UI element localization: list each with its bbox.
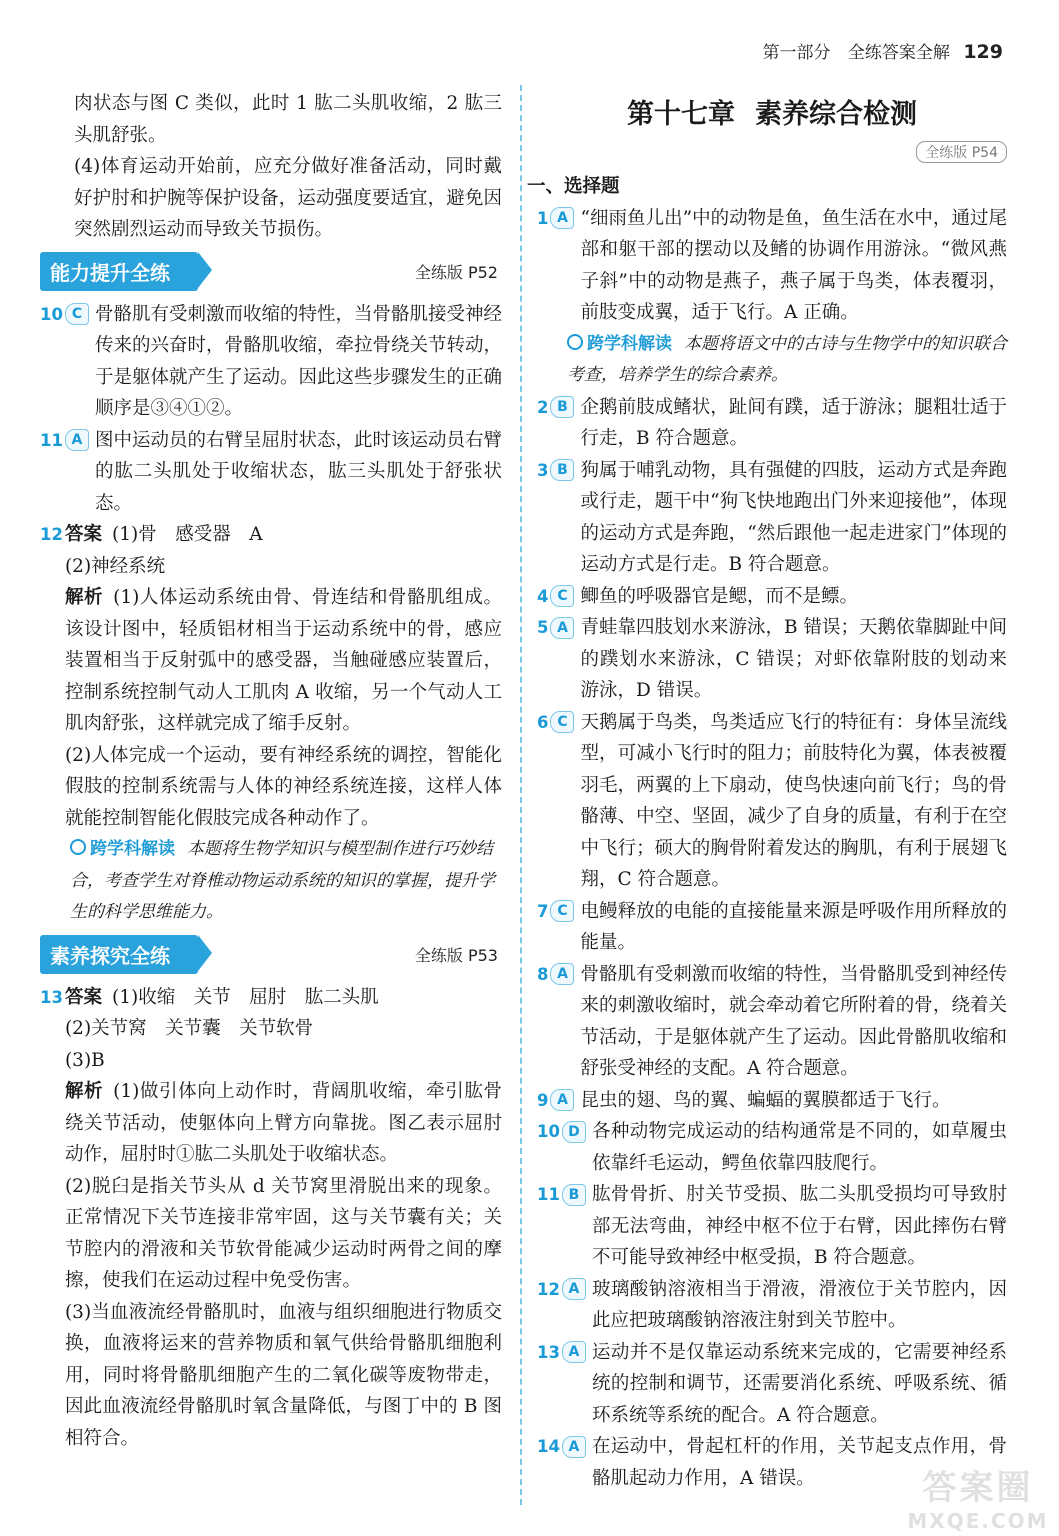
answer-badge: A (550, 617, 574, 639)
tip-icon (567, 334, 583, 350)
question-4 (537, 581, 1007, 613)
answer-badge: C (550, 900, 574, 922)
answer-badge: A (65, 429, 89, 451)
answer-badge: B (550, 459, 574, 481)
question-number: 13 (537, 1342, 560, 1362)
question-13 (537, 1337, 1007, 1432)
chapter-title: 第十七章 素养综合检测 (627, 99, 917, 130)
page-header (763, 38, 1003, 63)
left-column (40, 88, 502, 1454)
answer-badge: B (550, 396, 574, 418)
question-text: 在运动中，骨起杠杆的作用，关节起支点作用，骨骼肌起动力作用，A 错误。 (591, 1436, 1007, 1489)
question-text: 玻璃酸钠溶液相当于滑液，滑液位于关节腔内，因此应把玻璃酸钠溶液注射到关节腔中。 (591, 1278, 1007, 1331)
answer-line-1: 答案 (1)收缩 关节 屈肘 肱二头肌 (64, 986, 379, 1008)
section-header-inquiry (40, 935, 502, 974)
question-12 (537, 1274, 1007, 1337)
section-ref: 全练版 P53 (414, 945, 498, 965)
question-text: 肱骨骨折、肘关节受损、肱二头肌受损均可导致肘部无法弯曲，神经中枢不位于右臂，因此摔伤右臂不可能导致神经中枢受损，B 符合题意。 (591, 1184, 1007, 1268)
question-11 (40, 425, 502, 520)
answer-badge: A (562, 1278, 586, 1300)
question-11 (537, 1179, 1007, 1274)
question-text: 骨骼肌有受刺激而收缩的特性，当骨骼肌接受神经传来的兴奋时，骨骼肌收缩，牵拉骨绕关节转动，于是躯体就产生了运动。因此这些步骤发生的正确顺序是③④①②。 (94, 303, 502, 419)
question-number: 10 (40, 304, 63, 324)
column-divider (520, 85, 522, 1505)
answer-badge: A (550, 1089, 574, 1111)
answer-badge: A (550, 207, 574, 229)
question-text: 骨骼肌有受刺激而收缩的特性，当骨骼肌受到神经传来的刺激收缩时，就会牵动着它所附着的骨，绕着关节活动，于是躯体就产生了运动。因此骨骼肌收缩和舒张受神经的支配。A 符合题意。 (580, 963, 1007, 1079)
question-3 (537, 455, 1007, 581)
answer-badge: A (550, 963, 574, 985)
question-8 (537, 959, 1007, 1085)
tip-icon (70, 839, 86, 855)
question-9 (537, 1085, 1007, 1117)
question-text: “细雨鱼儿出”中的动物是鱼，鱼生活在水中，通过尾部和躯干部的摆动以及鳍的协调作用游泳。“微风燕子斜”中的动物是燕子，燕子属于鸟类，体表覆羽，前肢变成翼，适于飞行。A 正确。 (580, 207, 1007, 323)
answer-badge: A (562, 1436, 586, 1458)
question-number: 3 (537, 460, 549, 480)
answer-line-3: (3)B (64, 1049, 105, 1071)
question-2 (537, 392, 1007, 455)
question-number: 12 (537, 1279, 560, 1299)
question-number: 8 (537, 964, 549, 984)
cross-discipline-tip: 跨学科解读 本题将语文中的古诗与生物学中的知识联合考查，培养学生的综合素养。 (567, 333, 1007, 385)
section-label: 能力提升全练 (40, 252, 198, 291)
right-column (527, 88, 1007, 1494)
continued-text-1: 肉状态与图 C 类似，此时 1 肱二头肌收缩，2 肱三头肌舒张。 (74, 93, 502, 146)
question-5 (537, 612, 1007, 707)
analysis-keyword: 解析 (64, 1081, 104, 1102)
question-7 (537, 896, 1007, 959)
question-number: 4 (537, 586, 549, 606)
question-text: 电鳗释放的电能的直接能量来源是呼吸作用所释放的能量。 (580, 900, 1007, 953)
question-number: 13 (40, 987, 63, 1007)
question-text: 鲫鱼的呼吸器官是鳃，而不是鳔。 (580, 585, 858, 607)
analysis-1: 解析 (1)人体运动系统由骨、骨连结和骨骼肌组成。该设计图中，轻质铝材相当于运动系统中的骨，感应装置相当于反射弧中的感受器，当触碰感应装置后，控制系统控制气动人工肌肉 A 收缩，另一个气动人工肌肉舒张，这样就完成了缩手反射。 (64, 587, 502, 734)
analysis-2: (2)人体完成一个运动，要有神经系统的调控，智能化假肢的控制系统需与人体的神经系统连接，这样人体就能控制智能化假肢完成各种动作了。 (64, 744, 502, 829)
question-number: 14 (537, 1437, 560, 1457)
question-text: 昆虫的翅、鸟的翼、蝙蝠的翼膜都适于飞行。 (580, 1089, 951, 1111)
answer-badge: C (550, 711, 574, 733)
question-number: 1 (537, 208, 549, 228)
question-number: 2 (537, 397, 549, 417)
answer-keyword: 答案 (64, 986, 102, 1008)
question-number: 11 (40, 430, 63, 450)
question-number: 12 (40, 525, 63, 545)
header-part: 第一部分 (762, 43, 831, 63)
section-header-ability (40, 252, 502, 291)
answer-line-2: (2)神经系统 (64, 555, 166, 577)
answer-line-2: (2)关节窝 关节囊 关节软骨 (64, 1018, 314, 1039)
question-text: 狗属于哺乳动物，具有强健的四肢，运动方式是奔跑或行走，题干中“狗飞快地跑出门外来迎接他”，体现的运动方式是奔跑，“然后跟他一起走进家门”体现的运动方式是行走。B 符合题意。 (580, 459, 1007, 575)
analysis-3: (3)当血液流经骨骼肌时，血液与组织细胞进行物质交换，血液将运来的营养物质和氧气供给骨骼肌细胞利用，同时将骨骼肌细胞产生的二氧化碳等废物带走，因此血液流经骨骼肌时氧含量降低，与图丁中的 B 图相符合。 (64, 1301, 502, 1449)
question-13 (40, 982, 502, 1455)
question-12 (40, 519, 502, 834)
continued-text-2: (4)体育运动开始前，应充分做好准备活动，同时戴好护肘和护腕等保护设备，运动强度要适宜，避免因突然剧烈运动而导致关节损伤。 (74, 156, 502, 240)
answer-line-1: 答案 (1)骨 感受器 A (64, 524, 263, 545)
header-title: 全练答案全解 (847, 43, 950, 63)
section-ref: 全练版 P52 (414, 262, 498, 282)
chapter-ref: 全练版 P54 (537, 141, 1007, 163)
watermark-logo: 答案圈 MXQE.COM (907, 1468, 1049, 1533)
answer-badge: A (562, 1341, 586, 1363)
question-number: 11 (537, 1185, 560, 1205)
analysis-1: 解析 (1)做引体向上动作时，背阔肌收缩，牵引肱骨绕关节活动，使躯体向上臂方向靠拢。图乙表示屈肘动作，屈肘时①肱二头肌处于收缩状态。 (64, 1081, 502, 1165)
analysis-2: (2)脱臼是指关节头从 d 关节窝里滑脱出来的现象。正常情况下关节连接非常牢固，这与关节囊有关；关节腔内的滑液和关节软骨能减少运动时两骨之间的摩擦，使我们在运动过程中免受伤害。 (64, 1175, 502, 1291)
answer-keyword: 答案 (64, 524, 102, 545)
cross-discipline-tip: 跨学科解读 本题将生物学知识与模型制作进行巧妙结合，考查学生对脊椎动物运动系统的知识的掌握，提升学生的科学思维能力。 (70, 839, 495, 922)
question-text: 运动并不是仅靠运动系统来完成的，它需要神经系统的控制和调节，还需要消化系统、呼吸系统、循环系统等系统的配合。A 符合题意。 (591, 1341, 1007, 1426)
question-text: 天鹅属于鸟类，鸟类适应飞行的特征有：身体呈流线型，可减小飞行时的阻力；前肢特化为翼，体表被覆羽毛，两翼的上下扇动，使鸟快速向前飞行；鸟的骨骼薄、中空、坚固，减少了自身的质量，有利于在空中飞行；硕大的胸骨附着发达的胸肌，有利于展翅飞翔，C 符合题意。 (580, 711, 1007, 890)
question-number: 9 (537, 1090, 549, 1110)
section-title: 一、选择题 (527, 176, 620, 197)
question-10 (40, 299, 502, 425)
question-number: 5 (537, 618, 549, 638)
answer-badge: C (65, 303, 89, 325)
question-text: 图中运动员的右臂呈屈肘状态，此时该运动员右臂的肱二头肌处于收缩状态，肱三头肌处于舒张状态。 (94, 429, 502, 514)
page-number: 129 (963, 41, 1003, 63)
question-text: 青蛙靠四肢划水来游泳，B 错误；天鹅依靠脚趾中间的蹼划水来游泳，C 错误；对虾依靠附肢的划动来游泳，D 错误。 (580, 617, 1007, 701)
question-number: 7 (537, 901, 549, 921)
question-text: 各种动物完成运动的结构通常是不同的，如草履虫依靠纤毛运动，鳄鱼依靠四肢爬行。 (591, 1121, 1007, 1174)
question-number: 10 (537, 1122, 560, 1142)
question-10 (537, 1116, 1007, 1179)
question-number: 6 (537, 712, 549, 732)
question-6 (537, 707, 1007, 896)
analysis-keyword: 解析 (64, 587, 104, 608)
question-1 (537, 203, 1007, 329)
answer-badge: C (550, 585, 574, 607)
question-text: 企鹅前肢成鳍状，趾间有蹼，适于游泳；腿粗壮适于行走，B 符合题意。 (580, 396, 1007, 449)
answer-badge: B (562, 1184, 586, 1206)
section-label: 素养探究全练 (40, 935, 198, 974)
answer-badge: D (562, 1121, 586, 1143)
